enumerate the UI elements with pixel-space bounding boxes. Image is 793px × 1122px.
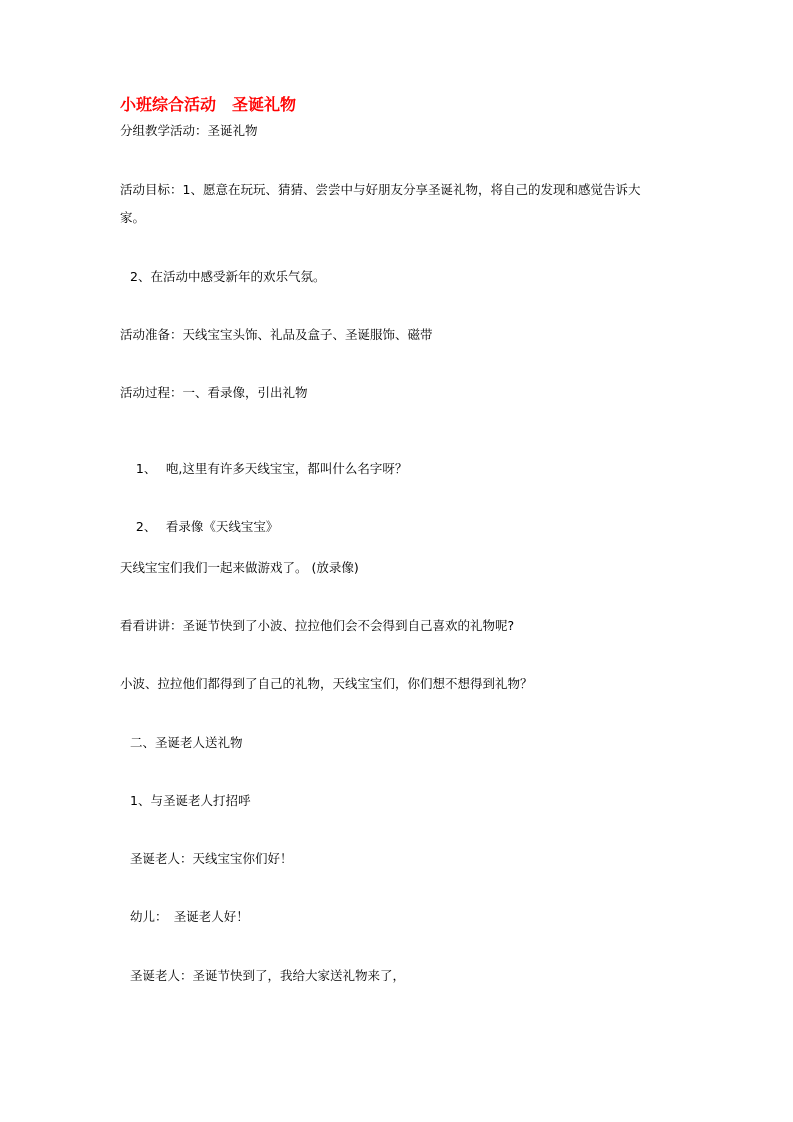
preparation-line: 活动准备：天线宝宝头饰、礼品及盒子、圣诞服饰、磁带 xyxy=(120,327,433,342)
step-2-text: 看录像《天线宝宝》 xyxy=(165,519,279,534)
step-2-number: 2、 xyxy=(135,519,157,534)
goal-2-line: 2、在活动中感受新年的欢乐气氛。 xyxy=(130,269,326,284)
step-2-line xyxy=(120,500,278,554)
step-1-line xyxy=(120,442,407,496)
play-video-line: 天线宝宝们我们一起来做游戏了。 (放录像) xyxy=(120,560,359,575)
process-line: 活动过程：一、看录像，引出礼物 xyxy=(120,385,308,400)
greet-santa-line: 1、与圣诞老人打招呼 xyxy=(130,793,251,808)
goal-line-2: 家。 xyxy=(120,210,146,225)
subtitle-line: 分组教学活动：圣诞礼物 xyxy=(120,123,258,138)
step-1-number: 1、 xyxy=(135,461,157,476)
document-title: 小班综合活动 圣诞礼物 xyxy=(120,95,297,114)
watch-and-talk-line: 看看讲讲：圣诞节快到了小波、拉拉他们会不会得到自己喜欢的礼物呢? xyxy=(120,618,515,633)
step-1-text: 咆,这里有许多天线宝宝，都叫什么名字呀？ xyxy=(165,461,408,476)
part-2-heading: 二、圣诞老人送礼物 xyxy=(130,735,243,750)
santa-dialogue-1: 圣诞老人：天线宝宝你们好！ xyxy=(130,851,293,866)
got-gift-line: 小波、拉拉他们都得到了自己的礼物，天线宝宝们，你们想不想得到礼物？ xyxy=(120,676,533,691)
kids-dialogue: 幼儿： 圣诞老人好！ xyxy=(130,909,249,924)
goal-line-1: 活动目标：1、愿意在玩玩、猜猜、尝尝中与好朋友分享圣诞礼物，将自己的发现和感觉告诉大 xyxy=(120,182,641,197)
santa-dialogue-2: 圣诞老人：圣诞节快到了，我给大家送礼物来了， xyxy=(130,968,406,983)
